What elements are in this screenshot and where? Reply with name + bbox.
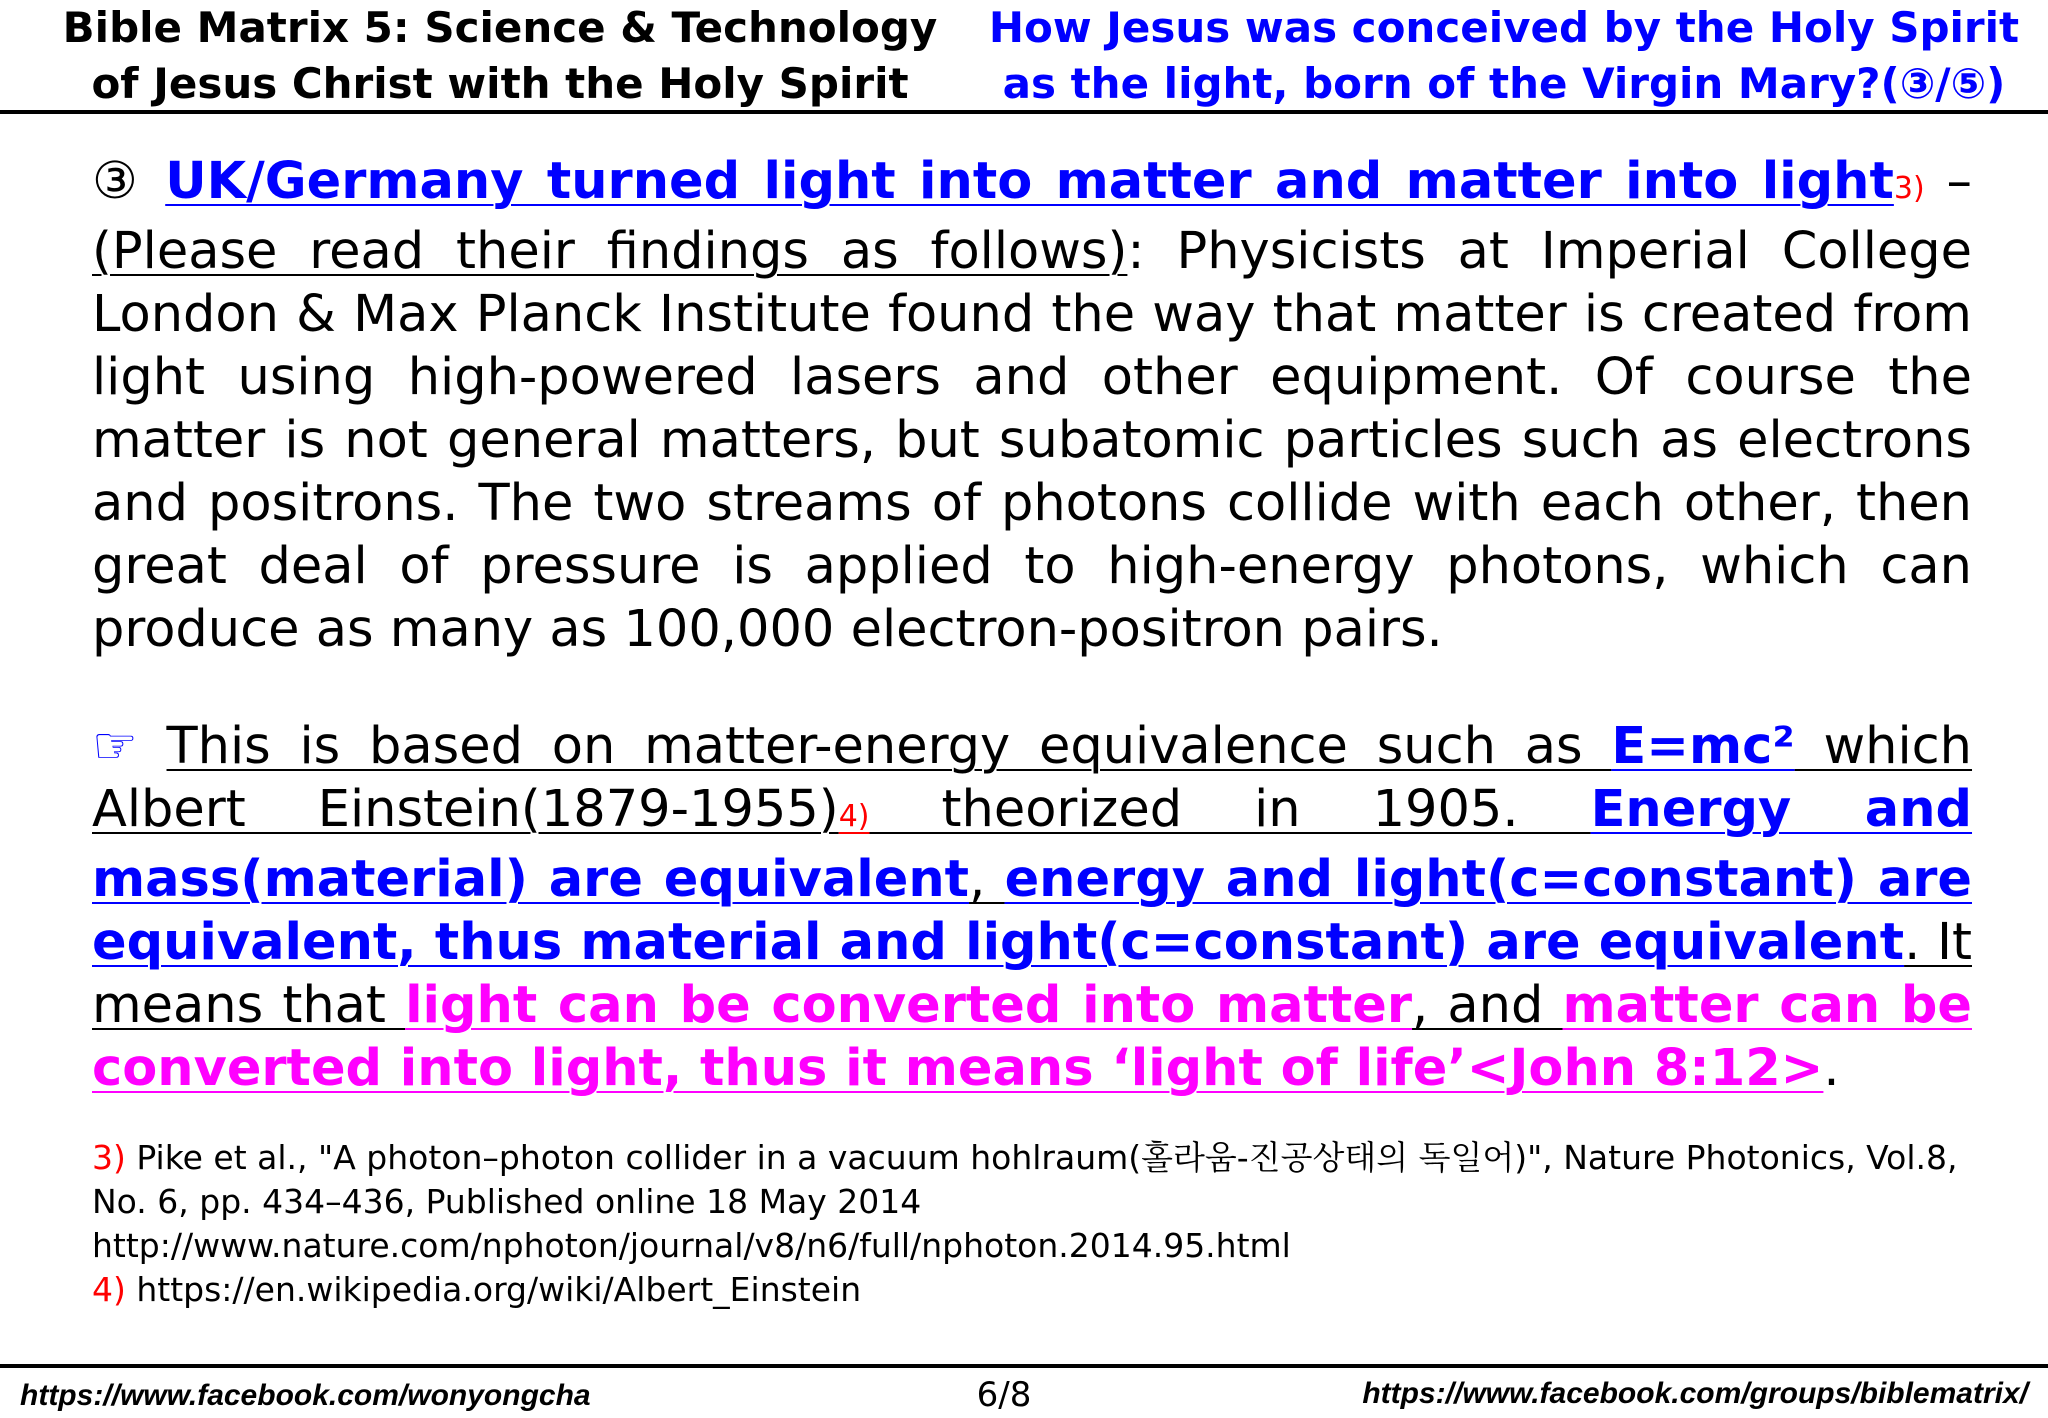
findings-title: UK/Germany turned light into matter and matter into light (165, 152, 1894, 211)
dash: – (1924, 152, 1973, 211)
findings-body: : Physicists at Imperial College London & Max Planck Institute found the way that matter is created from light using high-powered lasers and other equipment. Of course the matter is not general matters, but subatomic particles such as electrons and positrons. The two streams of photons collide with each other, then great deal of pressure is applied to high-energy photons, which can produce as many as 100,000 electron-positron pairs. (92, 222, 1972, 659)
equivalence-text-3: theorized in 1905. (869, 780, 1591, 839)
equivalence-text-1: This is based on matter-energy equivalence such as (166, 717, 1612, 776)
energy-mass-equivalent: Energy and mass(material) are equivalent (92, 780, 1973, 909)
header-left-line2: of Jesus Christ with the Holy Spirit (91, 59, 909, 108)
footnote-3-number: 3) (92, 1138, 126, 1177)
reference-3: 3) (1893, 171, 1925, 206)
paragraph-equivalence (92, 715, 1972, 1100)
equivalence-text-2: which Albert Einstein(1879-1955) (92, 717, 1973, 839)
header-divider (0, 110, 2048, 114)
energy-light-equivalent: energy and light(c=constant) are equivalent, thus material and light(c=constant) are equivalent (92, 850, 1972, 972)
footer-facebook-link[interactable]: https://www.facebook.com/wonyongcha (20, 1379, 591, 1412)
footnote-4 (92, 1268, 1972, 1312)
comma-1: , (969, 850, 1005, 909)
reference-4: 4) (838, 799, 870, 834)
paragraph-findings (92, 150, 1972, 661)
header-right-line1: How Jesus was conceived by the Holy Spirit (988, 3, 2020, 52)
header-title-right (960, 0, 2048, 112)
pointing-hand-icon: ☞ (92, 717, 167, 776)
footnote-3 (92, 1136, 1972, 1224)
footnote-3-url[interactable]: http://www.nature.com/nphoton/journal/v8/n6/full/nphoton.2014.95.html (92, 1226, 1291, 1265)
matter-to-light: matter can be converted into light, thus it means ‘light of life’<John 8:12> (92, 976, 1972, 1098)
footnote-4-url[interactable]: https://en.wikipedia.org/wiki/Albert_Einstein (125, 1270, 862, 1309)
light-to-matter: light can be converted into matter (405, 976, 1413, 1035)
footer-divider (0, 1364, 2048, 1368)
comma-and: , and (1412, 976, 1563, 1035)
footer-group-link[interactable]: https://www.facebook.com/groups/biblematrix/ (1362, 1377, 2028, 1410)
header-right-line2: as the light, born of the Virgin Mary?(③/⑤) (1002, 59, 2006, 108)
main-content (92, 150, 1972, 1100)
please-read-note: (Please read their findings as follows) (92, 222, 1128, 281)
page-number: 6/8 (976, 1375, 1032, 1415)
footnote-3-citation: Pike et al., "A photon–photon collider in a vacuum hohlraum(홀라움-진공상태의 독일어)", Nature Photonics, Vol.8, No. 6, pp. 434–436, Published online 18 May 2014 (92, 1138, 1958, 1221)
equivalence-text-4: . It means that (92, 913, 1972, 1035)
footnote-4-number: 4) (92, 1270, 126, 1309)
circled-three-marker: ③ (92, 152, 166, 211)
footnotes (92, 1136, 1972, 1312)
header-title-left (0, 0, 1000, 112)
period: . (1823, 1039, 1840, 1098)
header-left-line1: Bible Matrix 5: Science & Technology (62, 3, 938, 52)
emc-formula: E=mc² (1611, 717, 1795, 776)
